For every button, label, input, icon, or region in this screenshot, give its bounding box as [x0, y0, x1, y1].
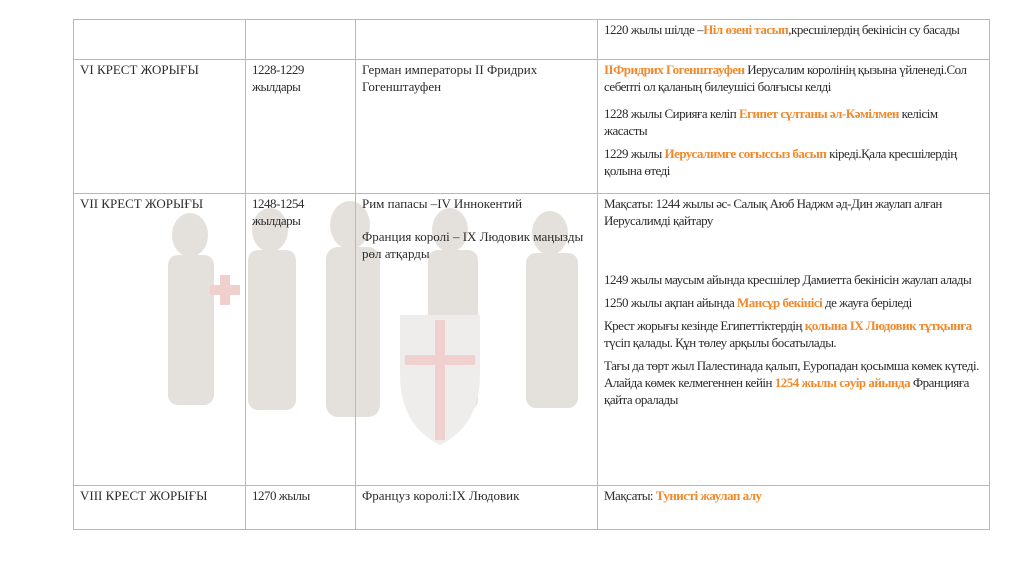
years-cell: 1248-1254 жылдары — [246, 194, 356, 486]
leader-text: Герман императоры II Фридрих Гогенштауфен — [362, 62, 538, 94]
leaders-cell — [356, 194, 598, 486]
leaders-cell — [356, 20, 598, 60]
event-paragraph: IIФридрих Гогенштауфен Иерусалим королінің қызына үйленеді.Сол себепті ол қаланың билеушісі болғысы келді — [604, 62, 967, 94]
years-cell: 1270 жылы — [246, 486, 356, 530]
leader-text: Франция королі – IX Людовик маңызды рөл атқарды — [362, 229, 584, 261]
crusade-name-cell: VIII КРЕСТ ЖОРЫҒЫ — [74, 486, 246, 530]
events-cell — [598, 60, 990, 194]
event-paragraph: Мақсаты: Тунисті жаулап алу — [604, 488, 762, 503]
table-row — [74, 60, 990, 194]
table-row — [74, 194, 990, 486]
event-paragraph: Мақсаты: 1244 жылы әс- Салық Аюб Наджм әд-Дин жаулап алған Иерусалимді қайтару — [604, 196, 942, 228]
years-cell — [246, 20, 356, 60]
event-paragraph: 1249 жылы маусым айында кресшілер Дамиетта бекінісін жаулап алады — [604, 272, 972, 287]
events-cell — [598, 20, 990, 60]
event-paragraph: 1220 жылы шілде –Ніл өзені тасып,кресшілердің бекінісін су басады — [604, 22, 960, 37]
leader-text: Француз королі:IX Людовик — [362, 488, 520, 503]
years-cell: 1228-1229 жылдары — [246, 60, 356, 194]
event-paragraph: Крест жорығы кезінде Египеттіктердің қолына IX Людовик тұтқынға түсіп қалады. Құн төлеу арқылы босатылады. — [604, 318, 972, 350]
event-paragraph: 1229 жылы Иерусалимге соғыссыз басып кіреді.Қала кресшілердің қолына өтеді — [604, 146, 957, 178]
event-paragraph: 1228 жылы Сирияға келіп Египет сұлтаны әл-Кәмілмен келісім жасасты — [604, 106, 938, 138]
table-row — [74, 486, 990, 530]
leader-text: Рим папасы –IV Иннокентий — [362, 196, 523, 211]
crusade-name-cell — [74, 20, 246, 60]
crusade-name-cell: VII КРЕСТ ЖОРЫҒЫ — [74, 194, 246, 486]
table-row — [74, 20, 990, 60]
crusades-table — [73, 19, 990, 530]
leaders-cell — [356, 486, 598, 530]
events-cell — [598, 486, 990, 530]
event-paragraph: 1250 жылы ақпан айында Мансұр бекінісі де жауға беріледі — [604, 295, 912, 310]
event-paragraph: Тағы да төрт жыл Палестинада қалып, Еуропадан қосымша көмек күтеді. Алайда көмек келмегеннен кейін 1254 жылы сәуір айында Францияға қайта оралады — [604, 358, 979, 407]
leaders-cell — [356, 60, 598, 194]
crusade-name-cell: VI КРЕСТ ЖОРЫҒЫ — [74, 60, 246, 194]
events-cell — [598, 194, 990, 486]
